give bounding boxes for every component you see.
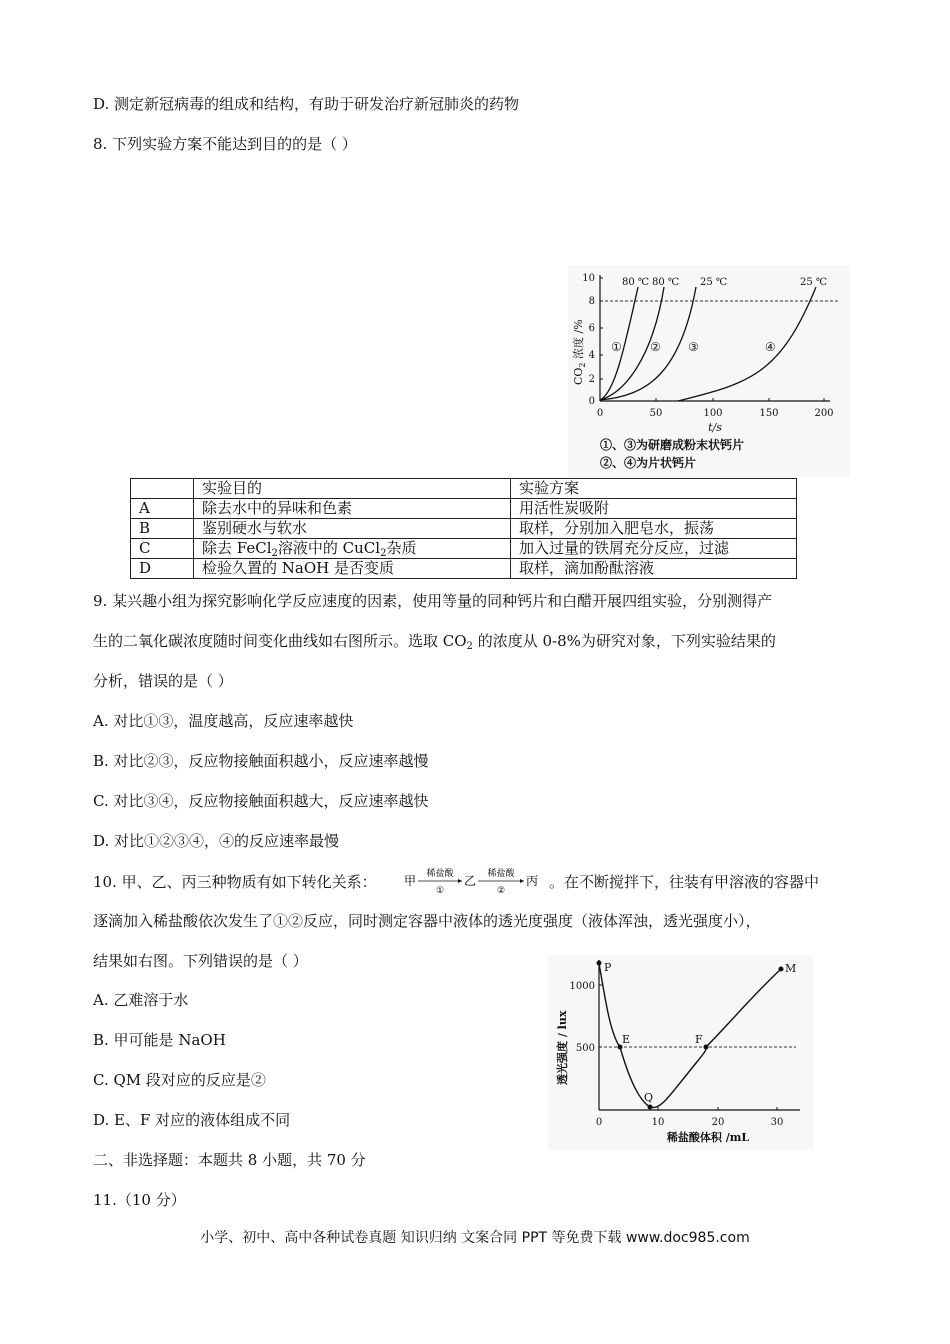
curve-3-temp: 25 ℃ xyxy=(700,277,728,288)
table-row xyxy=(131,519,797,539)
scheme-step-1: ① xyxy=(435,886,445,896)
scheme-b: 乙 xyxy=(464,874,477,888)
q9-option-d: D. 对比①②③④，④的反应速率最慢 xyxy=(93,832,340,850)
x-tick: 150 xyxy=(759,408,779,419)
q9-stem-line-1: 9. 某兴趣小组为探究影响化学反应速度的因素，使用等量的同种钙片和白醋开展四组实验，分别测得产 xyxy=(93,592,773,610)
x-tick: 20 xyxy=(711,1117,725,1128)
row-plan: 用活性炭吸附 xyxy=(511,499,797,519)
page-footer: 小学、初中、高中各种试卷真题 知识归纳 文案合同 PPT 等免费下载 www.doc985.com xyxy=(200,1230,750,1246)
curve-2-label: ② xyxy=(650,340,661,354)
scheme-c: 丙 xyxy=(526,874,539,888)
table-cell xyxy=(131,479,194,499)
y-tick: 10 xyxy=(582,273,595,284)
label-m: M xyxy=(785,962,797,975)
label-p: P xyxy=(604,961,612,974)
scheme-reagent-2: 稀盐酸 xyxy=(487,869,515,879)
row-label: B xyxy=(131,519,194,539)
curve-4-label: ④ xyxy=(765,340,776,354)
x-axis-label: 稀盐酸体积 /mL xyxy=(666,1131,750,1144)
table-header-row xyxy=(131,479,797,499)
q10-option-c: C. QM 段对应的反应是② xyxy=(93,1071,266,1089)
y-axis-label: $CO_2$ 浓度 /% xyxy=(572,319,587,385)
x-tick: 200 xyxy=(814,408,834,419)
scheme-reagent-1: 稀盐酸 xyxy=(426,869,454,879)
table-header-purpose: 实验目的 xyxy=(194,479,511,499)
row-plan: 取样，滴加酚酞溶液 xyxy=(511,559,797,579)
point-q xyxy=(648,1105,653,1110)
q10-stem-line-1-post: 。在不断搅拌下，往装有甲溶液的容器中 xyxy=(549,873,820,891)
curve-4-temp: 25 ℃ xyxy=(800,277,828,288)
row-plan: 加入过量的铁屑充分反应，过滤 xyxy=(511,539,797,559)
label-e: E xyxy=(622,1033,631,1046)
curve-1-label: ① xyxy=(611,340,622,354)
reaction-scheme xyxy=(404,866,544,896)
q10-stem-line-1-pre: 10. 甲、乙、丙三种物质有如下转化关系： xyxy=(93,873,377,891)
point-m xyxy=(779,967,784,972)
point-p xyxy=(597,961,602,966)
x-tick: 10 xyxy=(651,1117,665,1128)
curve-2-temp: 80 ℃ xyxy=(652,277,680,288)
q9-stem-line-2: 生的二氧化碳浓度随时间变化曲线如右图所示。选取 $CO_2$ 的浓度从 0-8%为研究对象，下列实验结果的 xyxy=(93,632,776,652)
table-header-plan: 实验方案 xyxy=(511,479,797,499)
x-tick: 0 xyxy=(596,408,604,419)
row-purpose: 除去 FeCl$_2$溶液中的 CuCl$_2$杂质 xyxy=(194,539,511,559)
row-purpose: 除去水中的异味和色素 xyxy=(194,499,511,519)
label-f: F xyxy=(695,1033,703,1046)
q9-option-b: B. 对比②③，反应物接触面积越小，反应速率越慢 xyxy=(93,752,429,770)
x-tick: 50 xyxy=(649,408,663,419)
table-row xyxy=(131,559,797,579)
scheme-step-2: ② xyxy=(496,886,506,896)
y-tick: 500 xyxy=(575,1043,595,1054)
q9-option-c: C. 对比③④，反应物接触面积越大，反应速率越快 xyxy=(93,792,429,810)
scheme-a: 甲 xyxy=(404,874,417,888)
q7-option-d: D. 测定新冠病毒的组成和结构，有助于研发治疗新冠肺炎的药物 xyxy=(93,95,520,113)
q9-stem-line-3: 分析，错误的是（ ） xyxy=(93,672,233,690)
row-label: A xyxy=(131,499,194,519)
q10-stem-line-2: 逐滴加入稀盐酸依次发生了①②反应，同时测定容器中液体的透光度强度（液体浑浊，透光强度小）， xyxy=(93,912,761,930)
q10-stem-line-3: 结果如右图。下列错误的是（ ） xyxy=(93,952,308,970)
row-plan: 取样，分别加入肥皂水，振荡 xyxy=(511,519,797,539)
y-tick: 6 xyxy=(588,323,595,334)
row-purpose: 检验久置的 NaOH 是否变质 xyxy=(194,559,511,579)
legend-line-2: ②、④为片状钙片 xyxy=(600,456,697,470)
table-row xyxy=(131,499,797,519)
transmittance-chart xyxy=(548,955,813,1150)
table-row xyxy=(131,539,797,559)
curve-1-temp: 80 ℃ xyxy=(622,277,650,288)
point-f xyxy=(704,1045,709,1050)
row-label: C xyxy=(131,539,194,559)
curve-3-label: ③ xyxy=(688,340,699,354)
legend-line-1: ①、③为研磨成粉末状钙片 xyxy=(600,438,745,452)
q8-stem: 8. 下列实验方案不能达到目的的是（ ） xyxy=(93,135,357,153)
y-tick: 1000 xyxy=(569,981,595,992)
x-axis-label: t/s xyxy=(708,421,722,434)
x-tick: 100 xyxy=(703,408,723,419)
row-purpose: 鉴别硬水与软水 xyxy=(194,519,511,539)
y-tick: 2 xyxy=(588,374,595,385)
experiment-table xyxy=(130,478,797,579)
q10-option-a: A. 乙难溶于水 xyxy=(93,991,189,1009)
x-tick: 30 xyxy=(770,1117,784,1128)
q10-option-b: B. 甲可能是 NaOH xyxy=(93,1031,226,1049)
y-tick: 0 xyxy=(588,396,595,407)
q10-option-d: D. E、F 对应的液体组成不同 xyxy=(93,1111,291,1129)
x-tick: 0 xyxy=(595,1117,603,1128)
row-label: D xyxy=(131,559,194,579)
y-tick: 8 xyxy=(588,296,595,307)
q11-heading: 11.（10 分） xyxy=(93,1191,186,1209)
label-q: Q xyxy=(644,1091,654,1104)
y-tick: 4 xyxy=(588,350,595,361)
q9-option-a: A. 对比①③，温度越高，反应速率越快 xyxy=(93,712,354,730)
co2-concentration-chart xyxy=(560,265,850,480)
section-2-heading: 二、非选择题：本题共 8 小题，共 70 分 xyxy=(93,1151,366,1169)
y-axis-label: 透光强度 / lux xyxy=(556,1010,569,1085)
